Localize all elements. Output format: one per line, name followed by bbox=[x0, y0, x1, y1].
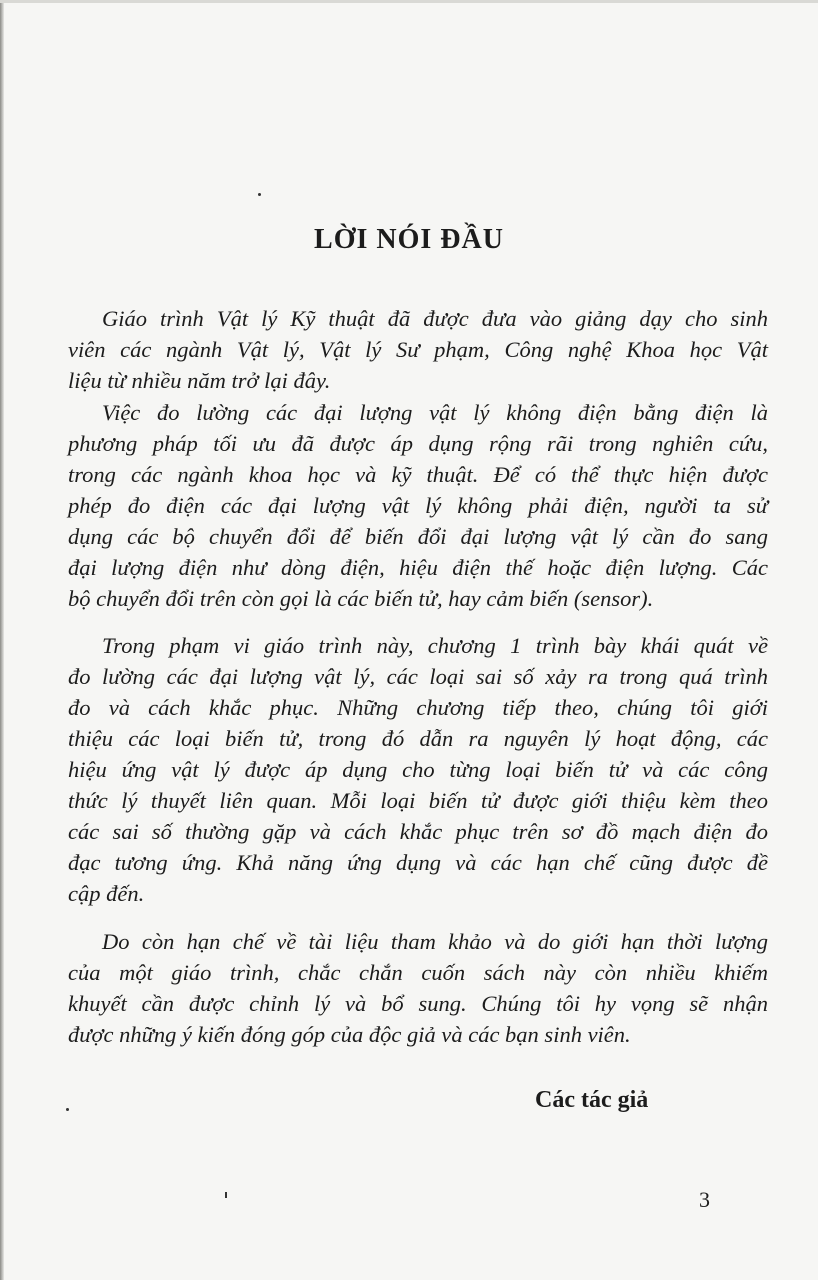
paragraph-1-line: liệu từ nhiều năm trở lại đây. bbox=[68, 368, 331, 393]
paragraph-3-line: đo lường các đại lượng vật lý, các loại sai số xảy ra trong quá trình bbox=[68, 664, 768, 689]
signature: Các tác giả bbox=[535, 1087, 649, 1113]
paragraph-2-line: Việc đo lường các đại lượng vật lý không điện bằng điện là bbox=[102, 400, 768, 425]
paragraph-2-line: đại lượng điện như dòng điện, hiệu điện thế hoặc điện lượng. Các bbox=[68, 555, 768, 580]
paragraph-2-line: bộ chuyển đổi trên còn gọi là các biến tử, hay cảm biến (sensor). bbox=[68, 586, 654, 611]
paragraph-4-line: của một giáo trình, chắc chắn cuốn sách này còn nhiều khiếm bbox=[68, 960, 768, 985]
scan-speck bbox=[258, 193, 261, 196]
paragraph-1-line: Giáo trình Vật lý Kỹ thuật đã được đưa vào giảng dạy cho sinh bbox=[102, 306, 768, 331]
paragraph-2-line: dụng các bộ chuyển đổi để biến đổi đại lượng vật lý cần đo sang bbox=[68, 524, 768, 549]
paragraph-3-line: đạc tương ứng. Khả năng ứng dụng và các hạn chế cũng được đề bbox=[68, 850, 768, 875]
paragraph-3-line: thiệu các loại biến tử, trong đó dẫn ra nguyên lý hoạt động, các bbox=[68, 726, 768, 751]
paragraph-1-line: viên các ngành Vật lý, Vật lý Sư phạm, Công nghệ Khoa học Vật bbox=[68, 337, 768, 362]
page-title: LỜI NÓI ĐẦU bbox=[314, 224, 504, 255]
paragraph-3-line: thức lý thuyết liên quan. Mỗi loại biến tử được giới thiệu kèm theo bbox=[68, 788, 768, 813]
page-top-edge bbox=[0, 0, 818, 3]
paragraph-3-line: đo và cách khắc phục. Những chương tiếp theo, chúng tôi giới bbox=[68, 695, 768, 720]
paragraph-4-line: khuyết cần được chỉnh lý và bổ sung. Chúng tôi hy vọng sẽ nhận bbox=[68, 991, 768, 1016]
page-binding-edge bbox=[0, 0, 4, 1280]
paragraph-3-line: Trong phạm vi giáo trình này, chương 1 trình bày khái quát về bbox=[102, 633, 768, 658]
page-number: 3 bbox=[699, 1187, 710, 1212]
paragraph-3-line: các sai số thường gặp và cách khắc phục trên sơ đồ mạch điện đo bbox=[68, 819, 768, 844]
scan-speck bbox=[66, 1108, 69, 1111]
paragraph-4-line: Do còn hạn chế về tài liệu tham khảo và do giới hạn thời lượng bbox=[102, 929, 768, 954]
paragraph-2-line: phép đo điện các đại lượng vật lý không phải điện, người ta sử bbox=[68, 493, 768, 518]
paragraph-4-line: được những ý kiến đóng góp của độc giả và các bạn sinh viên. bbox=[68, 1022, 631, 1047]
paragraph-2-line: phương pháp tối ưu đã được áp dụng rộng rãi trong nghiên cứu, bbox=[68, 431, 768, 456]
paragraph-3-line: hiệu ứng vật lý được áp dụng cho từng loại biến tử và các công bbox=[68, 757, 768, 782]
paragraph-3-line: cập đến. bbox=[68, 881, 145, 906]
scan-speck bbox=[225, 1192, 227, 1198]
paragraph-2-line: trong các ngành khoa học và kỹ thuật. Để có thể thực hiện được bbox=[68, 462, 768, 487]
